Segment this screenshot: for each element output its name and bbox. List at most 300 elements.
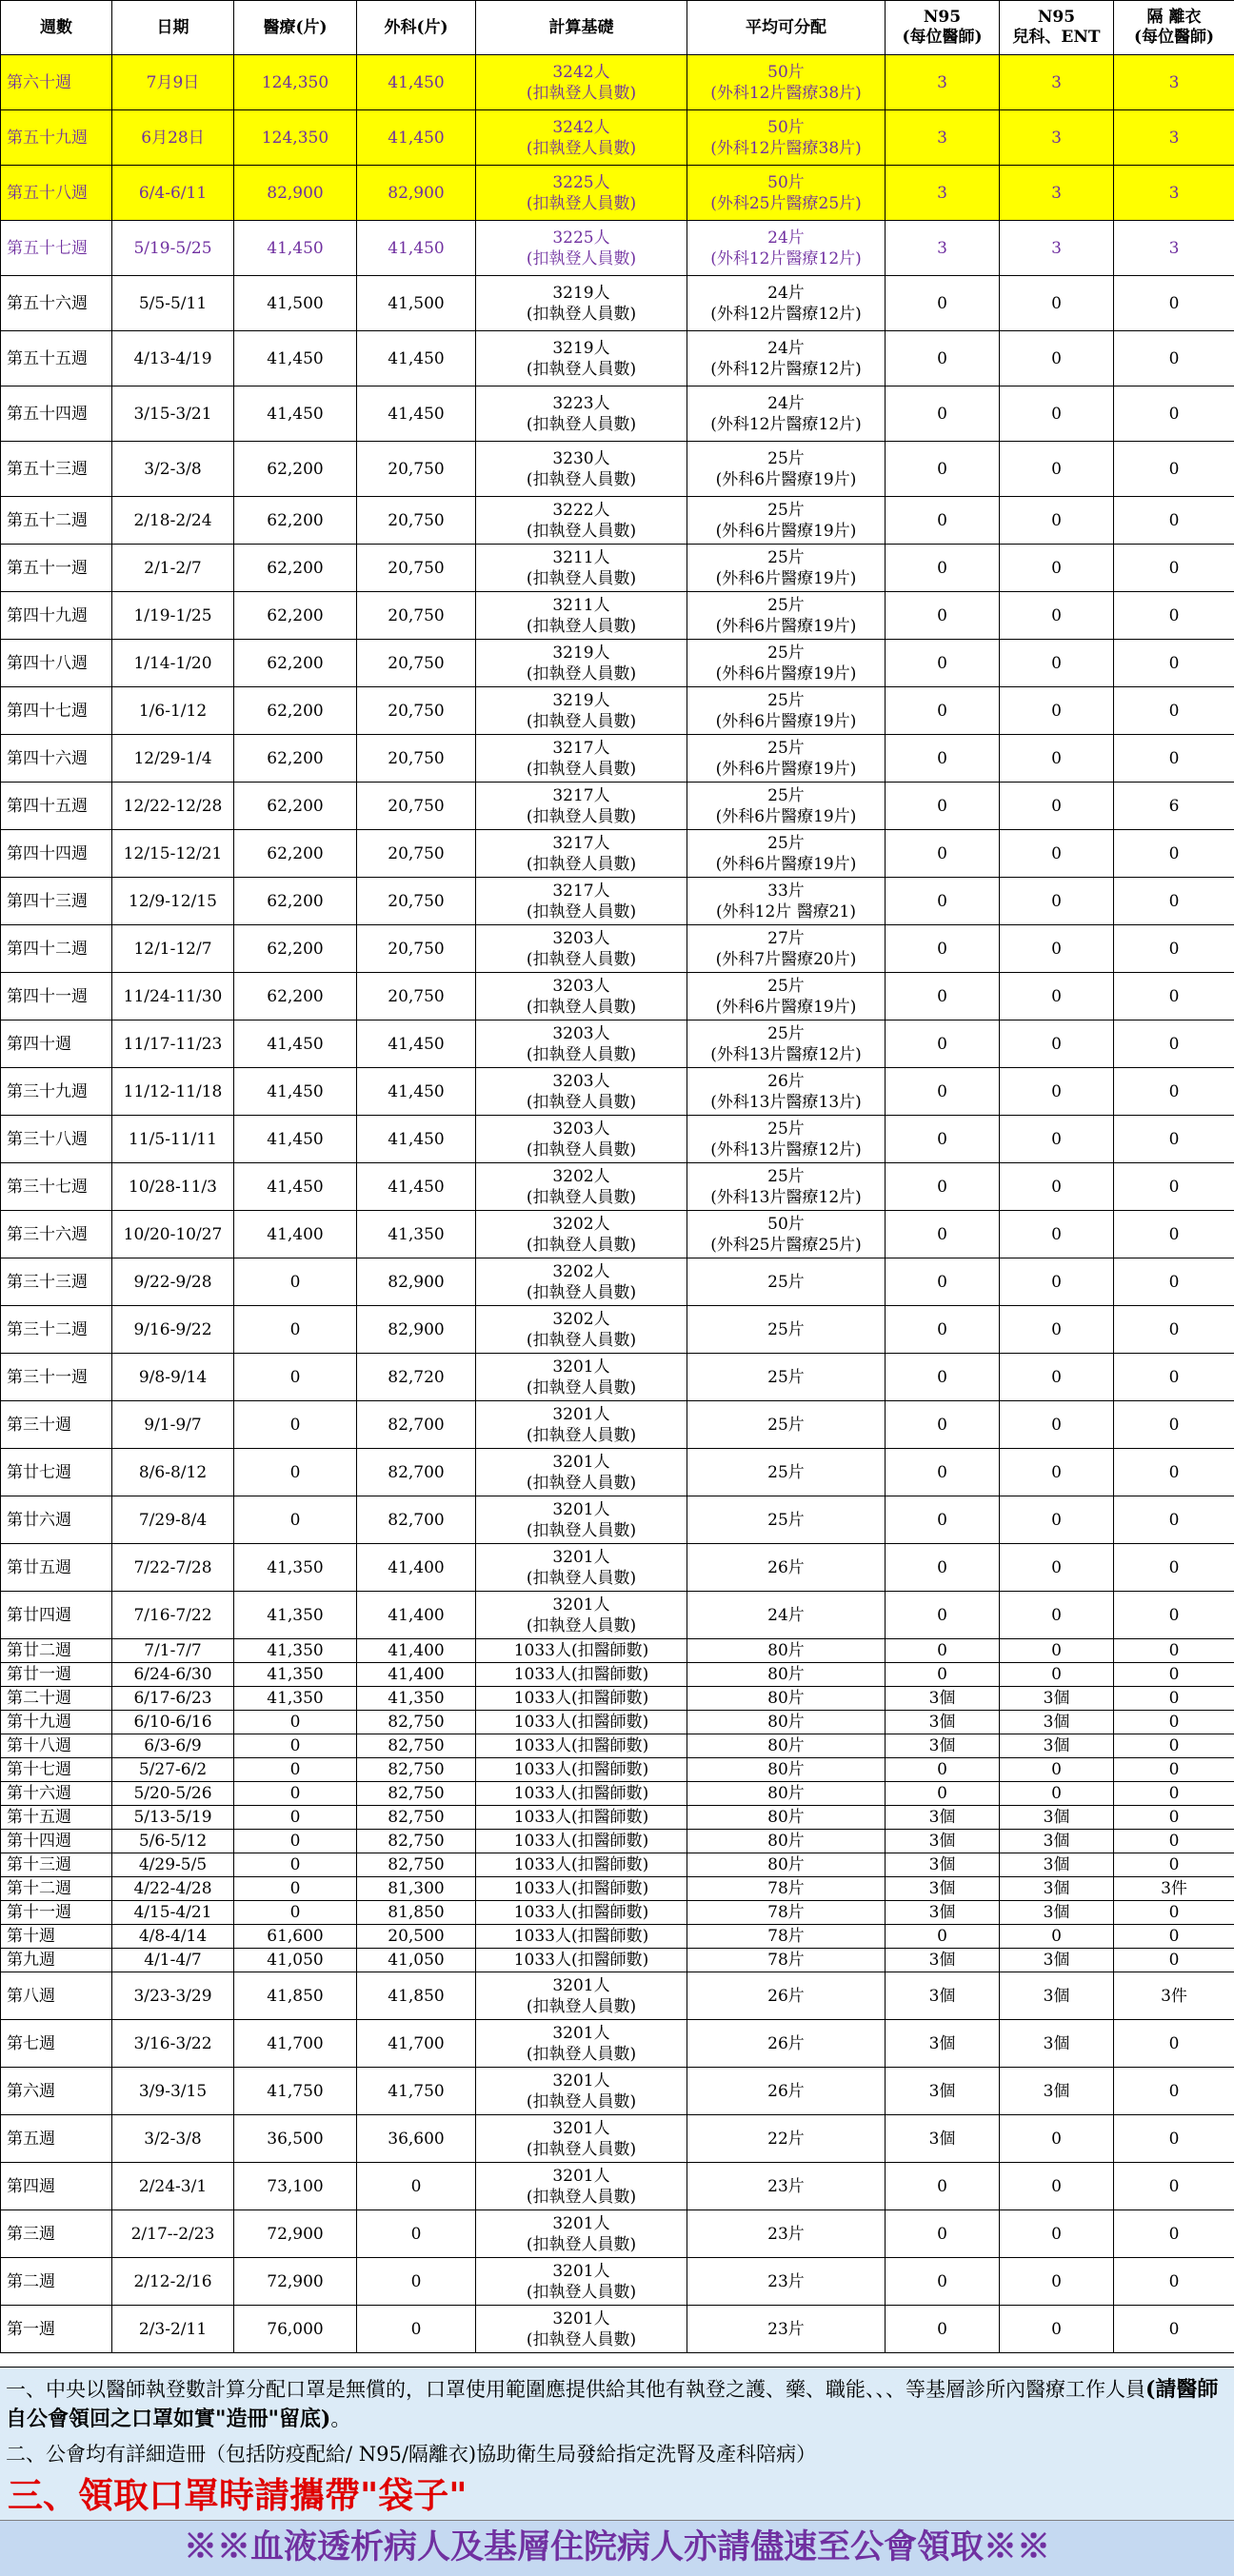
cell-surgical-masks: 82,700: [357, 1449, 476, 1496]
cell-surgical-masks: 41,400: [357, 1544, 476, 1592]
cell-medical-masks: 62,200: [234, 640, 357, 687]
cell-average: 78片: [687, 1925, 886, 1949]
cell-week: 第二十週: [1, 1687, 112, 1711]
table-row: [1, 2210, 1234, 2258]
cell-n95-pediatric: 0: [1000, 2210, 1114, 2258]
cell-basis: 3201人 (扣執登人員數): [476, 1972, 687, 2020]
cell-medical-masks: 62,200: [234, 783, 357, 830]
cell-medical-masks: 0: [234, 1711, 357, 1734]
cell-average: 25片: [687, 1258, 886, 1306]
cell-medical-masks: 41,500: [234, 276, 357, 331]
cell-week: 第十週: [1, 1925, 112, 1949]
cell-n95-doctor: 0: [886, 497, 1000, 545]
cell-medical-masks: 41,450: [234, 386, 357, 442]
cell-surgical-masks: 82,750: [357, 1711, 476, 1734]
cell-gown: 0: [1114, 1068, 1234, 1116]
cell-surgical-masks: 41,450: [357, 221, 476, 276]
cell-n95-pediatric: 0: [1000, 973, 1114, 1020]
cell-n95-pediatric: 0: [1000, 735, 1114, 783]
cell-surgical-masks: 0: [357, 2258, 476, 2306]
cell-n95-doctor: 3: [886, 166, 1000, 221]
cell-date: 1/14-1/20: [112, 640, 234, 687]
cell-n95-doctor: 0: [886, 925, 1000, 973]
cell-basis: 3242人 (扣執登人員數): [476, 110, 687, 166]
table-row: [1, 640, 1234, 687]
header-n95-doctor: N95 (每位醫師): [886, 1, 1000, 55]
cell-date: 2/24-3/1: [112, 2163, 234, 2210]
table-row: [1, 1258, 1234, 1306]
cell-medical-masks: 41,350: [234, 1687, 357, 1711]
cell-basis: 1033人(扣醫師數): [476, 1734, 687, 1758]
cell-week: 第六週: [1, 2068, 112, 2115]
cell-week: 第三十九週: [1, 1068, 112, 1116]
cell-medical-masks: 41,350: [234, 1544, 357, 1592]
cell-basis: 3201人 (扣執登人員數): [476, 2115, 687, 2163]
cell-medical-masks: 0: [234, 1782, 357, 1806]
cell-n95-doctor: 3個: [886, 1830, 1000, 1853]
cell-medical-masks: 41,350: [234, 1639, 357, 1663]
cell-n95-pediatric: 0: [1000, 1782, 1114, 1806]
cell-basis: 1033人(扣醫師數): [476, 1830, 687, 1853]
cell-date: 3/2-3/8: [112, 442, 234, 497]
cell-n95-pediatric: 0: [1000, 640, 1114, 687]
cell-gown: 3: [1114, 55, 1234, 110]
header-date: 日期: [112, 1, 234, 55]
cell-date: 2/12-2/16: [112, 2258, 234, 2306]
cell-surgical-masks: 82,750: [357, 1758, 476, 1782]
cell-n95-pediatric: 0: [1000, 442, 1114, 497]
cell-n95-pediatric: 0: [1000, 592, 1114, 640]
cell-week: 第五十四週: [1, 386, 112, 442]
cell-date: 10/28-11/3: [112, 1163, 234, 1211]
cell-surgical-masks: 20,750: [357, 545, 476, 592]
cell-n95-doctor: 0: [886, 878, 1000, 925]
cell-week: 第三十六週: [1, 1211, 112, 1258]
cell-n95-pediatric: 0: [1000, 1163, 1114, 1211]
cell-date: 1/19-1/25: [112, 592, 234, 640]
cell-average: 25片 (外科6片醫療19片): [687, 640, 886, 687]
cell-surgical-masks: 82,720: [357, 1354, 476, 1401]
cell-n95-pediatric: 3個: [1000, 1687, 1114, 1711]
cell-basis: 3223人 (扣執登人員數): [476, 386, 687, 442]
cell-surgical-masks: 20,750: [357, 973, 476, 1020]
cell-basis: 3201人 (扣執登人員數): [476, 2258, 687, 2306]
cell-surgical-masks: 82,900: [357, 1306, 476, 1354]
cell-n95-pediatric: 3個: [1000, 1949, 1114, 1972]
cell-medical-masks: 0: [234, 1306, 357, 1354]
cell-date: 11/5-11/11: [112, 1116, 234, 1163]
cell-gown: 0: [1114, 2020, 1234, 2068]
cell-gown: 0: [1114, 1925, 1234, 1949]
cell-basis: 3201人 (扣執登人員數): [476, 2210, 687, 2258]
cell-medical-masks: 41,450: [234, 1116, 357, 1163]
table-row: [1, 1306, 1234, 1354]
cell-average: 80片: [687, 1830, 886, 1853]
cell-n95-pediatric: 0: [1000, 2258, 1114, 2306]
cell-surgical-masks: 41,700: [357, 2020, 476, 2068]
cell-n95-pediatric: 3: [1000, 221, 1114, 276]
table-row: [1, 497, 1234, 545]
cell-n95-pediatric: 0: [1000, 925, 1114, 973]
cell-surgical-masks: 82,900: [357, 1258, 476, 1306]
table-row: [1, 1663, 1234, 1687]
table-row: [1, 1496, 1234, 1544]
cell-gown: 0: [1114, 331, 1234, 386]
cell-week: 第九週: [1, 1949, 112, 1972]
cell-medical-masks: 62,200: [234, 442, 357, 497]
cell-week: 第五十一週: [1, 545, 112, 592]
cell-week: 第十六週: [1, 1782, 112, 1806]
cell-n95-pediatric: 3: [1000, 166, 1114, 221]
cell-week: 第四十一週: [1, 973, 112, 1020]
cell-n95-doctor: 0: [886, 2210, 1000, 2258]
cell-date: 12/15-12/21: [112, 830, 234, 878]
cell-gown: 0: [1114, 925, 1234, 973]
cell-date: 6/4-6/11: [112, 166, 234, 221]
cell-gown: 3件: [1114, 1972, 1234, 2020]
cell-average: 25片 (外科6片醫療19片): [687, 545, 886, 592]
table-row: [1, 1853, 1234, 1877]
cell-average: 22片: [687, 2115, 886, 2163]
cell-basis: 3225人 (扣執登人員數): [476, 166, 687, 221]
cell-n95-doctor: 3: [886, 55, 1000, 110]
cell-n95-doctor: 3個: [886, 2068, 1000, 2115]
cell-surgical-masks: 0: [357, 2163, 476, 2210]
cell-n95-pediatric: 0: [1000, 276, 1114, 331]
cell-medical-masks: 0: [234, 1806, 357, 1830]
cell-gown: 0: [1114, 1687, 1234, 1711]
cell-surgical-masks: 82,750: [357, 1830, 476, 1853]
cell-medical-masks: 41,350: [234, 1663, 357, 1687]
cell-gown: 0: [1114, 2306, 1234, 2353]
header-average: 平均可分配: [687, 1, 886, 55]
table-row: [1, 1972, 1234, 2020]
cell-date: 5/5-5/11: [112, 276, 234, 331]
cell-date: 2/18-2/24: [112, 497, 234, 545]
cell-basis: 3225人 (扣執登人員數): [476, 221, 687, 276]
cell-n95-doctor: 0: [886, 640, 1000, 687]
table-row: [1, 1020, 1234, 1068]
cell-n95-pediatric: 3個: [1000, 1711, 1114, 1734]
table-row: [1, 878, 1234, 925]
table-row: [1, 1449, 1234, 1496]
cell-gown: 0: [1114, 1258, 1234, 1306]
cell-date: 12/22-12/28: [112, 783, 234, 830]
cell-date: 1/6-1/12: [112, 687, 234, 735]
cell-n95-doctor: 0: [886, 1544, 1000, 1592]
cell-n95-doctor: 0: [886, 1020, 1000, 1068]
table-row: [1, 386, 1234, 442]
cell-medical-masks: 41,750: [234, 2068, 357, 2115]
cell-medical-masks: 61,600: [234, 1925, 357, 1949]
cell-gown: 0: [1114, 386, 1234, 442]
cell-n95-pediatric: 0: [1000, 1663, 1114, 1687]
cell-n95-doctor: 3個: [886, 1687, 1000, 1711]
cell-n95-pediatric: 0: [1000, 1592, 1114, 1639]
cell-week: 第五十八週: [1, 166, 112, 221]
cell-gown: 3: [1114, 110, 1234, 166]
table-row: [1, 1211, 1234, 1258]
cell-n95-doctor: 0: [886, 2258, 1000, 2306]
cell-gown: 0: [1114, 878, 1234, 925]
cell-average: 25片: [687, 1449, 886, 1496]
cell-gown: 0: [1114, 1211, 1234, 1258]
cell-n95-doctor: 3個: [886, 1972, 1000, 2020]
cell-medical-masks: 0: [234, 1853, 357, 1877]
cell-date: 2/3-2/11: [112, 2306, 234, 2353]
cell-basis: 3201人 (扣執登人員數): [476, 1401, 687, 1449]
cell-gown: 0: [1114, 687, 1234, 735]
cell-basis: 1033人(扣醫師數): [476, 1782, 687, 1806]
cell-n95-doctor: 0: [886, 1163, 1000, 1211]
cell-medical-masks: 41,700: [234, 2020, 357, 2068]
cell-basis: 3219人 (扣執登人員數): [476, 331, 687, 386]
cell-gown: 0: [1114, 1782, 1234, 1806]
cell-week: 第十七週: [1, 1758, 112, 1782]
cell-n95-doctor: 0: [886, 442, 1000, 497]
cell-medical-masks: 41,450: [234, 1020, 357, 1068]
cell-week: 第三十七週: [1, 1163, 112, 1211]
cell-gown: 6: [1114, 783, 1234, 830]
table-row: [1, 110, 1234, 166]
cell-week: 第三十週: [1, 1401, 112, 1449]
cell-surgical-masks: 41,350: [357, 1211, 476, 1258]
cell-basis: 3217人 (扣執登人員數): [476, 878, 687, 925]
cell-gown: 0: [1114, 735, 1234, 783]
table-row: [1, 1758, 1234, 1782]
note-1: [6, 2375, 1224, 2434]
cell-week: 第四週: [1, 2163, 112, 2210]
table-row: [1, 1734, 1234, 1758]
table-row: [1, 1592, 1234, 1639]
cell-average: 80片: [687, 1782, 886, 1806]
cell-gown: 3: [1114, 221, 1234, 276]
cell-average: 25片: [687, 1306, 886, 1354]
cell-n95-pediatric: 3個: [1000, 1806, 1114, 1830]
table-row: [1, 1068, 1234, 1116]
table-row: [1, 2306, 1234, 2353]
header-row: [1, 1, 1234, 55]
cell-average: 33片 (外科12片 醫療21): [687, 878, 886, 925]
cell-n95-doctor: 0: [886, 783, 1000, 830]
cell-n95-doctor: 0: [886, 1782, 1000, 1806]
cell-medical-masks: 41,350: [234, 1592, 357, 1639]
table-row: [1, 592, 1234, 640]
cell-average: 80片: [687, 1806, 886, 1830]
cell-basis: 3201人 (扣執登人員數): [476, 1592, 687, 1639]
cell-average: 23片: [687, 2306, 886, 2353]
table-row: [1, 1711, 1234, 1734]
cell-medical-masks: 36,500: [234, 2115, 357, 2163]
cell-gown: 0: [1114, 2258, 1234, 2306]
table-row: [1, 2020, 1234, 2068]
hemodialysis-banner: ※※血液透析病人及基層住院病人亦請儘速至公會領取※※: [0, 2520, 1234, 2576]
cell-surgical-masks: 41,400: [357, 1663, 476, 1687]
cell-medical-masks: 0: [234, 1401, 357, 1449]
cell-n95-pediatric: 3個: [1000, 1830, 1114, 1853]
cell-n95-doctor: 3個: [886, 1877, 1000, 1901]
cell-medical-masks: 62,200: [234, 735, 357, 783]
table-row: [1, 545, 1234, 592]
cell-surgical-masks: 41,850: [357, 1972, 476, 2020]
cell-average: 23片: [687, 2210, 886, 2258]
cell-n95-pediatric: 0: [1000, 830, 1114, 878]
cell-surgical-masks: 82,750: [357, 1782, 476, 1806]
cell-n95-pediatric: 0: [1000, 1020, 1114, 1068]
cell-gown: 0: [1114, 1663, 1234, 1687]
cell-gown: 0: [1114, 1306, 1234, 1354]
header-basis: 計算基礎: [476, 1, 687, 55]
cell-surgical-masks: 20,750: [357, 830, 476, 878]
cell-medical-masks: 82,900: [234, 166, 357, 221]
cell-week: 第十五週: [1, 1806, 112, 1830]
cell-surgical-masks: 41,450: [357, 55, 476, 110]
cell-date: 4/13-4/19: [112, 331, 234, 386]
cell-n95-pediatric: 0: [1000, 497, 1114, 545]
cell-date: 11/24-11/30: [112, 973, 234, 1020]
cell-n95-pediatric: 0: [1000, 878, 1114, 925]
cell-week: 第三十二週: [1, 1306, 112, 1354]
note-1-emphasis: (請醫師自公會領回之口罩如實"造冊"留底): [6, 2377, 1218, 2431]
cell-average: 50片 (外科25片醫療25片): [687, 1211, 886, 1258]
note-1-end: 。: [330, 2408, 350, 2430]
cell-basis: 3203人 (扣執登人員數): [476, 1116, 687, 1163]
cell-date: 4/8-4/14: [112, 1925, 234, 1949]
cell-basis: 3203人 (扣執登人員數): [476, 1068, 687, 1116]
cell-basis: 3222人 (扣執登人員數): [476, 497, 687, 545]
cell-n95-pediatric: 0: [1000, 1258, 1114, 1306]
cell-average: 80片: [687, 1711, 886, 1734]
cell-n95-pediatric: 3個: [1000, 1853, 1114, 1877]
table-row: [1, 2163, 1234, 2210]
cell-average: 26片 (外科13片醫療13片): [687, 1068, 886, 1116]
cell-n95-pediatric: 0: [1000, 1068, 1114, 1116]
cell-basis: 3202人 (扣執登人員數): [476, 1258, 687, 1306]
cell-n95-doctor: 3個: [886, 1901, 1000, 1925]
cell-medical-masks: 72,900: [234, 2258, 357, 2306]
cell-date: 4/15-4/21: [112, 1901, 234, 1925]
cell-n95-doctor: 0: [886, 735, 1000, 783]
cell-week: 第五十二週: [1, 497, 112, 545]
cell-medical-masks: 62,200: [234, 878, 357, 925]
cell-medical-masks: 41,450: [234, 1068, 357, 1116]
cell-surgical-masks: 82,900: [357, 166, 476, 221]
cell-average: 26片: [687, 1544, 886, 1592]
cell-n95-pediatric: 0: [1000, 1544, 1114, 1592]
cell-n95-doctor: 0: [886, 592, 1000, 640]
cell-n95-doctor: 0: [886, 687, 1000, 735]
cell-week: 第四十週: [1, 1020, 112, 1068]
cell-surgical-masks: 41,450: [357, 1116, 476, 1163]
table-row: [1, 1782, 1234, 1806]
cell-average: 26片: [687, 1972, 886, 2020]
cell-average: 80片: [687, 1758, 886, 1782]
cell-basis: 3201人 (扣執登人員數): [476, 1496, 687, 1544]
cell-week: 第三十八週: [1, 1116, 112, 1163]
cell-week: 第十九週: [1, 1711, 112, 1734]
cell-n95-pediatric: 0: [1000, 331, 1114, 386]
cell-surgical-masks: 41,050: [357, 1949, 476, 1972]
table-row: [1, 1639, 1234, 1663]
cell-surgical-masks: 82,700: [357, 1401, 476, 1449]
table-row: [1, 166, 1234, 221]
cell-gown: 0: [1114, 2163, 1234, 2210]
cell-surgical-masks: 20,750: [357, 687, 476, 735]
cell-basis: 3201人 (扣執登人員數): [476, 2163, 687, 2210]
cell-n95-doctor: 0: [886, 2306, 1000, 2353]
table-row: [1, 1877, 1234, 1901]
cell-surgical-masks: 41,400: [357, 1639, 476, 1663]
cell-n95-doctor: 0: [886, 545, 1000, 592]
cell-week: 第五十九週: [1, 110, 112, 166]
cell-average: 24片 (外科12片醫療12片): [687, 386, 886, 442]
cell-n95-doctor: 0: [886, 1068, 1000, 1116]
cell-week: 第五十七週: [1, 221, 112, 276]
cell-average: 24片 (外科12片醫療12片): [687, 276, 886, 331]
cell-date: 5/19-5/25: [112, 221, 234, 276]
cell-medical-masks: 62,200: [234, 497, 357, 545]
cell-n95-pediatric: 3個: [1000, 1734, 1114, 1758]
cell-n95-pediatric: 0: [1000, 2163, 1114, 2210]
cell-n95-pediatric: 3個: [1000, 1901, 1114, 1925]
cell-surgical-masks: 41,500: [357, 276, 476, 331]
cell-gown: 0: [1114, 1020, 1234, 1068]
cell-basis: 1033人(扣醫師數): [476, 1949, 687, 1972]
cell-week: 第六十週: [1, 55, 112, 110]
cell-gown: 0: [1114, 276, 1234, 331]
cell-week: 第十一週: [1, 1901, 112, 1925]
cell-basis: 3217人 (扣執登人員數): [476, 830, 687, 878]
cell-medical-masks: 76,000: [234, 2306, 357, 2353]
cell-gown: 0: [1114, 640, 1234, 687]
cell-basis: 3242人 (扣執登人員數): [476, 55, 687, 110]
cell-week: 第四十八週: [1, 640, 112, 687]
cell-basis: 3201人 (扣執登人員數): [476, 1449, 687, 1496]
cell-basis: 3217人 (扣執登人員數): [476, 783, 687, 830]
table-row: [1, 221, 1234, 276]
cell-basis: 1033人(扣醫師數): [476, 1806, 687, 1830]
cell-average: 25片 (外科6片醫療19片): [687, 687, 886, 735]
header-surgical-masks: 外科(片): [357, 1, 476, 55]
cell-week: 第四十四週: [1, 830, 112, 878]
cell-medical-masks: 72,900: [234, 2210, 357, 2258]
cell-date: 11/12-11/18: [112, 1068, 234, 1116]
cell-date: 7/16-7/22: [112, 1592, 234, 1639]
cell-n95-doctor: 0: [886, 1758, 1000, 1782]
cell-date: 12/29-1/4: [112, 735, 234, 783]
cell-n95-doctor: 0: [886, 1354, 1000, 1401]
cell-week: 第廿五週: [1, 1544, 112, 1592]
cell-basis: 1033人(扣醫師數): [476, 1687, 687, 1711]
cell-surgical-masks: 82,750: [357, 1806, 476, 1830]
cell-average: 80片: [687, 1687, 886, 1711]
cell-basis: 3230人 (扣執登人員數): [476, 442, 687, 497]
cell-n95-pediatric: 3個: [1000, 2020, 1114, 2068]
cell-surgical-masks: 41,450: [357, 1068, 476, 1116]
cell-gown: 0: [1114, 442, 1234, 497]
table-row: [1, 2068, 1234, 2115]
cell-n95-pediatric: 3: [1000, 110, 1114, 166]
cell-gown: 0: [1114, 2068, 1234, 2115]
table-row: [1, 55, 1234, 110]
cell-gown: 0: [1114, 2115, 1234, 2163]
cell-week: 第四十九週: [1, 592, 112, 640]
cell-n95-pediatric: 0: [1000, 386, 1114, 442]
cell-medical-masks: 124,350: [234, 110, 357, 166]
cell-surgical-masks: 0: [357, 2210, 476, 2258]
cell-surgical-masks: 20,750: [357, 592, 476, 640]
cell-average: 25片 (外科6片醫療19片): [687, 592, 886, 640]
